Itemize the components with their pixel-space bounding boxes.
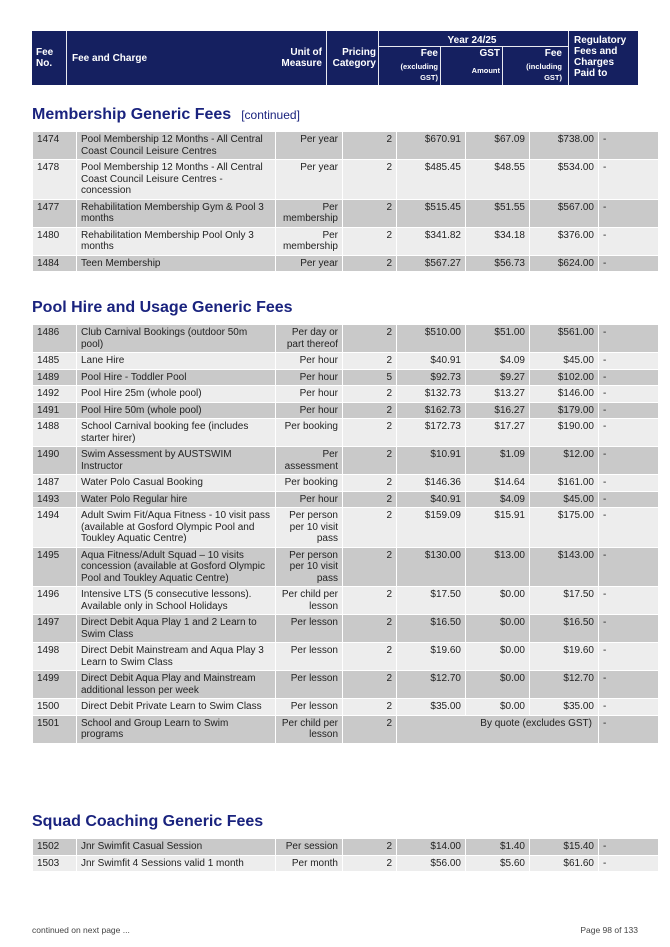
fee-incl-gst: $161.00 xyxy=(530,475,599,492)
fee-number: 1499 xyxy=(33,671,77,699)
header-divider xyxy=(568,31,569,85)
pricing-category: 2 xyxy=(343,587,397,615)
regulatory-paid-to: - xyxy=(599,671,659,699)
section-title xyxy=(32,106,300,124)
gst-amount: $13.00 xyxy=(466,547,530,587)
fee-incl-gst: $561.00 xyxy=(530,325,599,353)
unit-of-measure: Per month xyxy=(276,855,343,872)
fee-excl-gst: $146.36 xyxy=(397,475,466,492)
table-row xyxy=(33,491,659,508)
regulatory-paid-to: - xyxy=(599,587,659,615)
fees-table-pool-hire xyxy=(32,324,659,744)
gst-amount: $48.55 xyxy=(466,160,530,200)
header-unit-of-measure: Unit of Measure xyxy=(281,47,322,69)
fee-incl-gst: $61.60 xyxy=(530,855,599,872)
fee-name: Direct Debit Mainstream and Aqua Play 3 Learn to Swim Class xyxy=(77,643,276,671)
fee-excl-gst: $40.91 xyxy=(397,491,466,508)
pricing-category: 2 xyxy=(343,386,397,403)
fee-excl-gst: $14.00 xyxy=(397,839,466,856)
section-title: Squad Coaching Generic Fees xyxy=(32,813,264,830)
table-row xyxy=(33,475,659,492)
pricing-category: 2 xyxy=(343,419,397,447)
table-row xyxy=(33,369,659,386)
unit-of-measure: Per lesson xyxy=(276,699,343,716)
fee-number: 1490 xyxy=(33,447,77,475)
pricing-category: 2 xyxy=(343,671,397,699)
fee-incl-gst: $624.00 xyxy=(530,255,599,272)
fee-excl-gst: $485.45 xyxy=(397,160,466,200)
table-row xyxy=(33,547,659,587)
fee-name: Rehabilitation Membership Gym & Pool 3 months xyxy=(77,199,276,227)
fee-number: 1485 xyxy=(33,353,77,370)
fee-name: Jnr Swimfit 4 Sessions valid 1 month xyxy=(77,855,276,872)
unit-of-measure: Per membership xyxy=(276,227,343,255)
regulatory-paid-to: - xyxy=(599,325,659,353)
fee-incl-gst: $534.00 xyxy=(530,160,599,200)
unit-of-measure: Per lesson xyxy=(276,615,343,643)
pricing-category: 2 xyxy=(343,715,397,743)
table-row xyxy=(33,255,659,272)
fee-number: 1495 xyxy=(33,547,77,587)
fee-incl-gst: $45.00 xyxy=(530,491,599,508)
fee-excl-gst: $19.60 xyxy=(397,643,466,671)
header-fee-excl: Fee xyxy=(420,48,438,59)
gst-amount: $0.00 xyxy=(466,699,530,716)
gst-amount: $0.00 xyxy=(466,615,530,643)
unit-of-measure: Per hour xyxy=(276,353,343,370)
fee-number: 1480 xyxy=(33,227,77,255)
unit-of-measure: Per session xyxy=(276,839,343,856)
header-gst: GST xyxy=(479,48,500,59)
header-gst-sub: Amount xyxy=(471,66,500,75)
fee-excl-gst: $56.00 xyxy=(397,855,466,872)
fee-excl-gst: $172.73 xyxy=(397,419,466,447)
header-fee-incl-sub: (including GST) xyxy=(526,62,562,82)
fee-incl-gst: $12.00 xyxy=(530,447,599,475)
header-divider xyxy=(502,47,503,85)
header-divider xyxy=(326,31,327,85)
fee-incl-gst: $376.00 xyxy=(530,227,599,255)
page-number: Page 98 of 133 xyxy=(580,925,638,935)
pricing-category: 2 xyxy=(343,325,397,353)
regulatory-paid-to: - xyxy=(599,715,659,743)
regulatory-paid-to: - xyxy=(599,419,659,447)
regulatory-paid-to: - xyxy=(599,643,659,671)
fee-number: 1493 xyxy=(33,491,77,508)
table-row xyxy=(33,402,659,419)
unit-of-measure: Per assessment xyxy=(276,447,343,475)
header-fee-and-charge: Fee and Charge xyxy=(72,53,148,64)
fee-incl-gst: $146.00 xyxy=(530,386,599,403)
fee-number: 1503 xyxy=(33,855,77,872)
fee-number: 1494 xyxy=(33,508,77,548)
regulatory-paid-to: - xyxy=(599,508,659,548)
fee-incl-gst: $15.40 xyxy=(530,839,599,856)
unit-of-measure: Per year xyxy=(276,255,343,272)
table-row xyxy=(33,199,659,227)
fee-number: 1497 xyxy=(33,615,77,643)
unit-of-measure: Per child per lesson xyxy=(276,587,343,615)
gst-amount: $0.00 xyxy=(466,587,530,615)
header-divider xyxy=(379,46,568,47)
fee-number: 1492 xyxy=(33,386,77,403)
fee-excl-gst: $162.73 xyxy=(397,402,466,419)
header-regulatory: Regulatory Fees and Charges Paid to xyxy=(574,35,627,79)
regulatory-paid-to: - xyxy=(599,402,659,419)
regulatory-paid-to: - xyxy=(599,199,659,227)
regulatory-paid-to: - xyxy=(599,369,659,386)
gst-amount: $1.09 xyxy=(466,447,530,475)
fee-name: Pool Membership 12 Months - All Central Coast Council Leisure Centres - concession xyxy=(77,160,276,200)
table-row xyxy=(33,671,659,699)
unit-of-measure: Per person per 10 visit pass xyxy=(276,508,343,548)
fee-incl-gst: $45.00 xyxy=(530,353,599,370)
fee-incl-gst: $567.00 xyxy=(530,199,599,227)
regulatory-paid-to: - xyxy=(599,855,659,872)
fee-excl-gst: $567.27 xyxy=(397,255,466,272)
unit-of-measure: Per lesson xyxy=(276,671,343,699)
unit-of-measure: Per person per 10 visit pass xyxy=(276,547,343,587)
unit-of-measure: Per hour xyxy=(276,491,343,508)
regulatory-paid-to: - xyxy=(599,547,659,587)
pricing-category: 2 xyxy=(343,447,397,475)
fee-excl-gst: $341.82 xyxy=(397,227,466,255)
fee-name: Pool Hire 50m (whole pool) xyxy=(77,402,276,419)
fee-incl-gst: $12.70 xyxy=(530,671,599,699)
fee-excl-gst: $92.73 xyxy=(397,369,466,386)
fee-number: 1484 xyxy=(33,255,77,272)
pricing-category: 2 xyxy=(343,132,397,160)
pricing-category: 2 xyxy=(343,255,397,272)
section-title: Pool Hire and Usage Generic Fees xyxy=(32,299,293,316)
fee-incl-gst: $175.00 xyxy=(530,508,599,548)
regulatory-paid-to: - xyxy=(599,227,659,255)
continued-label: [continued] xyxy=(241,108,300,122)
table-row xyxy=(33,615,659,643)
pricing-category: 2 xyxy=(343,547,397,587)
table-row xyxy=(33,227,659,255)
fee-excl-gst: $35.00 xyxy=(397,699,466,716)
pricing-category: 2 xyxy=(343,643,397,671)
header-divider xyxy=(378,31,379,85)
fee-name: Rehabilitation Membership Pool Only 3 months xyxy=(77,227,276,255)
fee-excl-gst: $12.70 xyxy=(397,671,466,699)
table-row xyxy=(33,325,659,353)
pricing-category: 2 xyxy=(343,402,397,419)
fee-incl-gst: $19.60 xyxy=(530,643,599,671)
fee-incl-gst: $16.50 xyxy=(530,615,599,643)
fee-name: School Carnival booking fee (includes starter hirer) xyxy=(77,419,276,447)
gst-amount: $0.00 xyxy=(466,643,530,671)
unit-of-measure: Per lesson xyxy=(276,643,343,671)
gst-amount: $5.60 xyxy=(466,855,530,872)
fee-number: 1474 xyxy=(33,132,77,160)
unit-of-measure: Per day or part thereof xyxy=(276,325,343,353)
pricing-category: 2 xyxy=(343,199,397,227)
fee-excl-gst: $515.45 xyxy=(397,199,466,227)
regulatory-paid-to: - xyxy=(599,132,659,160)
regulatory-paid-to: - xyxy=(599,615,659,643)
gst-amount: $15.91 xyxy=(466,508,530,548)
gst-amount: $9.27 xyxy=(466,369,530,386)
table-row xyxy=(33,715,659,743)
unit-of-measure: Per hour xyxy=(276,386,343,403)
fee-excl-gst: $130.00 xyxy=(397,547,466,587)
regulatory-paid-to: - xyxy=(599,447,659,475)
pricing-category: 2 xyxy=(343,227,397,255)
unit-of-measure: Per membership xyxy=(276,199,343,227)
table-row xyxy=(33,419,659,447)
fee-excl-gst: $40.91 xyxy=(397,353,466,370)
fee-incl-gst: $190.00 xyxy=(530,419,599,447)
table-row xyxy=(33,160,659,200)
fee-excl-gst: $132.73 xyxy=(397,386,466,403)
gst-amount: $16.27 xyxy=(466,402,530,419)
fee-number: 1487 xyxy=(33,475,77,492)
table-row xyxy=(33,386,659,403)
pricing-category: 2 xyxy=(343,160,397,200)
header-fee-incl: Fee xyxy=(544,48,562,59)
header-fee-excl-sub: (excluding GST) xyxy=(400,62,438,82)
pricing-category: 2 xyxy=(343,353,397,370)
fee-excl-gst: $17.50 xyxy=(397,587,466,615)
fee-name: Direct Debit Aqua Play 1 and 2 Learn to Swim Class xyxy=(77,615,276,643)
pricing-category: 2 xyxy=(343,839,397,856)
gst-amount: $56.73 xyxy=(466,255,530,272)
table-row xyxy=(33,839,659,856)
fee-name: Lane Hire xyxy=(77,353,276,370)
fee-number: 1491 xyxy=(33,402,77,419)
header-divider xyxy=(440,47,441,85)
regulatory-paid-to: - xyxy=(599,699,659,716)
unit-of-measure: Per child per lesson xyxy=(276,715,343,743)
fee-number: 1500 xyxy=(33,699,77,716)
fee-name: Pool Hire 25m (whole pool) xyxy=(77,386,276,403)
unit-of-measure: Per booking xyxy=(276,475,343,492)
pricing-category: 2 xyxy=(343,475,397,492)
unit-of-measure: Per hour xyxy=(276,402,343,419)
regulatory-paid-to: - xyxy=(599,386,659,403)
gst-amount: $13.27 xyxy=(466,386,530,403)
unit-of-measure: Per year xyxy=(276,132,343,160)
regulatory-paid-to: - xyxy=(599,839,659,856)
gst-amount: $0.00 xyxy=(466,671,530,699)
fee-incl-gst: $17.50 xyxy=(530,587,599,615)
fee-name: Adult Swim Fit/Aqua Fitness - 10 visit pass (available at Gosford Olympic Pool and Toukley Aquatic Centre) xyxy=(77,508,276,548)
fee-number: 1501 xyxy=(33,715,77,743)
pricing-category: 5 xyxy=(343,369,397,386)
fee-number: 1486 xyxy=(33,325,77,353)
fee-number: 1477 xyxy=(33,199,77,227)
table-row xyxy=(33,855,659,872)
fee-excl-gst: $159.09 xyxy=(397,508,466,548)
fee-incl-gst: $738.00 xyxy=(530,132,599,160)
gst-amount: $4.09 xyxy=(466,353,530,370)
fee-number: 1478 xyxy=(33,160,77,200)
fee-name: Aqua Fitness/Adult Squad – 10 visits concession (available at Gosford Olympic Pool and Toukley Aquatic Centre) xyxy=(77,547,276,587)
fee-incl-gst: $179.00 xyxy=(530,402,599,419)
gst-amount: $17.27 xyxy=(466,419,530,447)
pricing-category: 2 xyxy=(343,615,397,643)
regulatory-paid-to: - xyxy=(599,491,659,508)
gst-amount: $4.09 xyxy=(466,491,530,508)
fee-excl-gst: $670.91 xyxy=(397,132,466,160)
fee-name: Pool Hire - Toddler Pool xyxy=(77,369,276,386)
fee-number: 1496 xyxy=(33,587,77,615)
fees-table-membership xyxy=(32,131,659,272)
table-row xyxy=(33,587,659,615)
fee-number: 1488 xyxy=(33,419,77,447)
regulatory-paid-to: - xyxy=(599,160,659,200)
header-pricing-category: Pricing Category xyxy=(332,47,376,69)
fee-name: Jnr Swimfit Casual Session xyxy=(77,839,276,856)
fee-number: 1498 xyxy=(33,643,77,671)
pricing-category: 2 xyxy=(343,508,397,548)
fee-name: Direct Debit Private Learn to Swim Class xyxy=(77,699,276,716)
fee-number: 1502 xyxy=(33,839,77,856)
footer-continued: continued on next page ... xyxy=(32,925,130,935)
fee-name: Swim Assessment by AUSTSWIM Instructor xyxy=(77,447,276,475)
regulatory-paid-to: - xyxy=(599,255,659,272)
header-divider xyxy=(66,31,67,85)
unit-of-measure: Per booking xyxy=(276,419,343,447)
pricing-category: 2 xyxy=(343,699,397,716)
gst-amount: $14.64 xyxy=(466,475,530,492)
table-row xyxy=(33,353,659,370)
gst-amount: $1.40 xyxy=(466,839,530,856)
header-year: Year 24/25 xyxy=(447,35,497,46)
pricing-category: 2 xyxy=(343,855,397,872)
gst-amount: $51.00 xyxy=(466,325,530,353)
header-fee-no: Fee No. xyxy=(36,47,54,69)
fee-excl-gst: $10.91 xyxy=(397,447,466,475)
fee-name: Pool Membership 12 Months - All Central Coast Council Leisure Centres xyxy=(77,132,276,160)
gst-amount: $67.09 xyxy=(466,132,530,160)
fee-name: School and Group Learn to Swim programs xyxy=(77,715,276,743)
fee-excl-gst: $16.50 xyxy=(397,615,466,643)
fee-name: Water Polo Casual Booking xyxy=(77,475,276,492)
gst-amount: $51.55 xyxy=(466,199,530,227)
fee-name: Water Polo Regular hire xyxy=(77,491,276,508)
unit-of-measure: Per hour xyxy=(276,369,343,386)
gst-amount: $34.18 xyxy=(466,227,530,255)
table-header xyxy=(32,31,638,85)
table-row xyxy=(33,132,659,160)
fee-number: 1489 xyxy=(33,369,77,386)
table-row xyxy=(33,508,659,548)
fee-name: Teen Membership xyxy=(77,255,276,272)
fee-name: Intensive LTS (5 consecutive lessons). Available only in School Holidays xyxy=(77,587,276,615)
table-row xyxy=(33,447,659,475)
fee-incl-gst: $35.00 xyxy=(530,699,599,716)
fee-incl-gst: $143.00 xyxy=(530,547,599,587)
fee-name: Club Carnival Bookings (outdoor 50m pool) xyxy=(77,325,276,353)
table-row xyxy=(33,643,659,671)
fee-quote: By quote (excludes GST) xyxy=(397,715,599,743)
fee-name: Direct Debit Aqua Play and Mainstream additional lesson per week xyxy=(77,671,276,699)
fee-incl-gst: $102.00 xyxy=(530,369,599,386)
regulatory-paid-to: - xyxy=(599,353,659,370)
fees-table-squad-coaching xyxy=(32,838,659,872)
pricing-category: 2 xyxy=(343,491,397,508)
unit-of-measure: Per year xyxy=(276,160,343,200)
section-title-text: Membership Generic Fees xyxy=(32,106,232,123)
regulatory-paid-to: - xyxy=(599,475,659,492)
table-row xyxy=(33,699,659,716)
fee-excl-gst: $510.00 xyxy=(397,325,466,353)
